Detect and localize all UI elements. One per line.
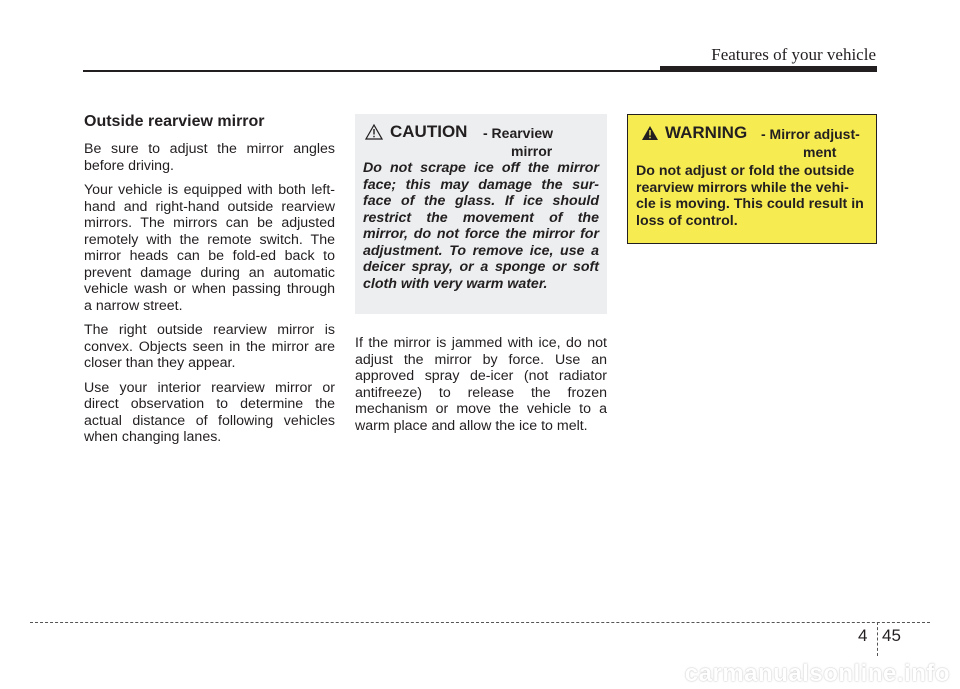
paragraph: The right outside rearview mirror is convex. Objects seen in the mirror are closer than they appear. <box>84 322 335 371</box>
section-heading: Outside rearview mirror <box>84 113 265 130</box>
warning-label: WARNING <box>665 123 748 142</box>
caution-subtitle-continued: mirror <box>511 143 553 159</box>
paragraph: Your vehicle is equipped with both left-hand and right-hand outside rearview mirrors. The mirrors can be adjusted remotely with the remote switch. The mirror heads can be fold-ed back to prevent damage during an automatic vehicle wash or when passing through a narrow street. <box>84 182 335 314</box>
middle-column <box>355 335 607 442</box>
footer-page-separator <box>877 622 878 656</box>
caution-header <box>355 122 607 158</box>
header-rule <box>83 70 660 72</box>
paragraph: Be sure to adjust the mirror angles before driving. <box>84 141 335 174</box>
warning-subtitle: - Mirror adjust- <box>761 126 860 142</box>
warning-triangle-icon <box>641 125 659 146</box>
warning-body: Do not adjust or fold the outside rearview mirrors while the vehi-cle is moving. This could result in loss of control. <box>636 163 864 229</box>
page-header-title: Features of your vehicle <box>711 45 876 64</box>
warning-box <box>627 114 877 244</box>
paragraph: If the mirror is jammed with ice, do not adjust the mirror by force. Use an approved spray de-icer (not radiator antifreeze) to release the frozen mechanism or move the vehicle to a warm place and allow the ice to melt. <box>355 335 607 434</box>
watermark: carmanualsonline.info <box>684 660 950 687</box>
left-column <box>84 112 335 454</box>
page-number: 45 <box>882 626 901 645</box>
caution-label: CAUTION <box>390 122 468 141</box>
warning-header <box>628 123 876 159</box>
caution-body: Do not scrape ice off the mirror face; this may damage the sur-face of the glass. If ice should restrict the movement of the mirror, do not force the mirror for adjustment. To remove ice, use a deicer spray, or a sponge or soft cloth with very warm water. <box>363 160 599 292</box>
caution-box <box>355 114 607 314</box>
paragraph: Use your interior rearview mirror or direct observation to determine the actual distance of following vehicles when changing lanes. <box>84 379 335 445</box>
warning-subtitle-continued: ment <box>803 144 837 160</box>
header-rule-accent <box>660 66 877 72</box>
caution-triangle-icon <box>365 124 383 145</box>
chapter-number: 4 <box>858 626 868 645</box>
footer-divider <box>30 622 930 623</box>
caution-subtitle: - Rearview <box>483 125 554 141</box>
